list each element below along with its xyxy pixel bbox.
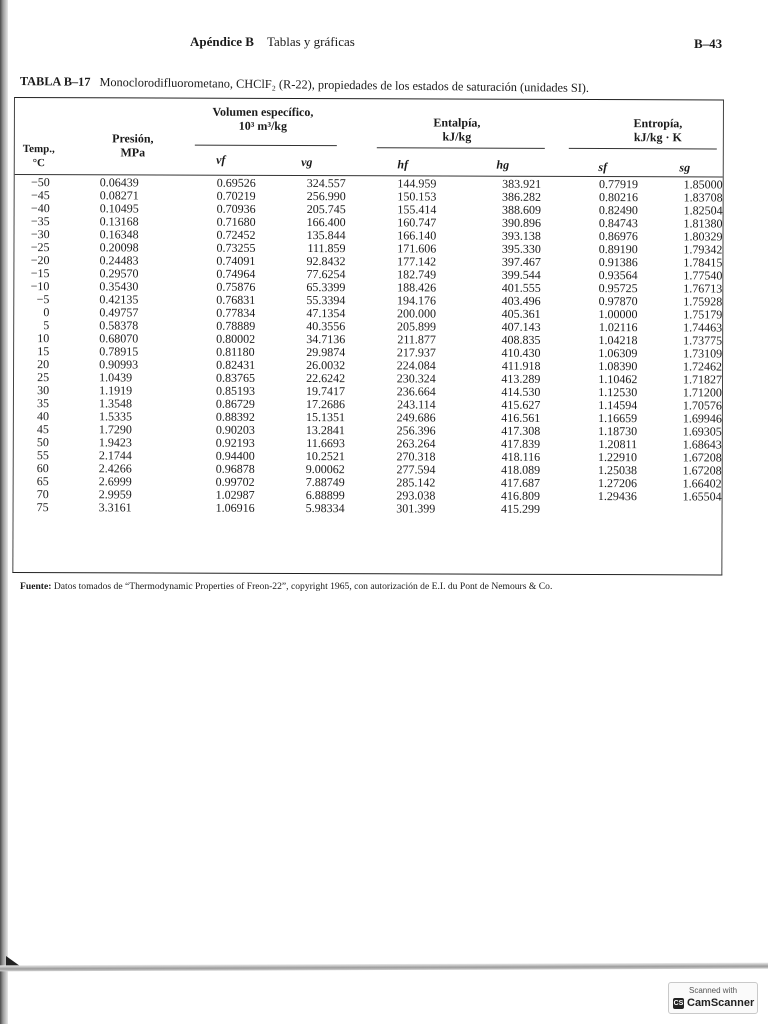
section-label: Tablas y gráficas (266, 34, 355, 49)
cell-vg: 111.859 (307, 241, 346, 256)
header-temp-line1: Temp., (22, 143, 55, 156)
cell-pressure: 1.3548 (99, 396, 133, 411)
cell-sf: 0.82490 (598, 203, 638, 218)
header-enthalpy-line2: kJ/kg (442, 129, 472, 144)
cell-hg: 418.116 (501, 449, 541, 464)
header-pressure-line2: MPa (120, 145, 146, 160)
cell-vf: 0.96878 (215, 461, 255, 476)
header-entropy-line2: kJ/kg · K (633, 130, 682, 145)
cell-hf: 230.324 (396, 371, 436, 386)
cell-hf: 144.959 (397, 176, 437, 191)
cell-temp: 10 (37, 331, 50, 346)
cell-sf: 1.20811 (598, 437, 638, 452)
cell-hf: 277.594 (396, 462, 436, 477)
cell-hg: 390.896 (501, 215, 541, 230)
cell-pressure: 0.24483 (99, 253, 139, 268)
cell-vg: 135.844 (306, 228, 346, 243)
cell-vf: 0.83765 (216, 370, 256, 385)
subheader-sf: sf (598, 160, 608, 175)
subheader-vg: vg (301, 155, 313, 170)
cell-sf: 1.02116 (598, 320, 638, 335)
header-enthalpy-rule (377, 147, 545, 149)
cell-vg: 5.98334 (305, 501, 345, 516)
cell-hf: 270.318 (396, 449, 436, 464)
cell-hg: 401.555 (501, 280, 541, 295)
scanner-top-text: Scanned with (688, 986, 738, 995)
cell-vf: 0.72452 (216, 227, 256, 242)
cell-temp: 55 (36, 448, 49, 463)
header-enthalpy-line1: Entalpía, (433, 115, 481, 130)
cell-temp: −40 (30, 201, 50, 216)
cell-temp: 50 (36, 435, 49, 450)
cell-pressure: 2.1744 (98, 448, 132, 463)
cell-vg: 26.0032 (306, 358, 346, 373)
cell-vf: 0.73255 (216, 240, 256, 255)
cell-sf: 1.14594 (598, 398, 638, 413)
cell-sf: 1.22910 (598, 450, 638, 465)
cell-sg: 1.78415 (683, 255, 723, 270)
header-volume (193, 105, 333, 133)
cell-pressure: 0.20098 (99, 240, 139, 255)
cell-sf: 1.04218 (598, 333, 638, 348)
cell-sg: 1.77540 (683, 268, 723, 283)
cell-temp: −5 (36, 292, 50, 307)
cell-pressure: 1.7290 (98, 422, 132, 437)
cell-sf: 1.12530 (598, 385, 638, 400)
cell-hf: 155.414 (397, 202, 437, 217)
appendix-label: Apéndice B (190, 34, 254, 49)
cell-sf: 1.10462 (598, 372, 638, 387)
cell-pressure: 3.3161 (98, 500, 132, 515)
cell-hf: 293.038 (396, 488, 436, 503)
cell-vg: 256.990 (306, 189, 346, 204)
header-temp-line2: °C (32, 157, 45, 170)
cell-hg: 399.544 (501, 267, 541, 282)
cell-pressure: 0.13168 (99, 214, 139, 229)
cell-hg: 410.430 (501, 345, 541, 360)
cell-vg: 29.9874 (306, 345, 346, 360)
cell-pressure: 2.9959 (98, 487, 132, 502)
cell-sf: 0.77919 (598, 177, 639, 192)
cell-temp: −15 (30, 266, 50, 281)
table-caption (20, 74, 732, 98)
cell-pressure: 0.06439 (99, 175, 139, 190)
cell-sg: 1.70576 (682, 398, 722, 413)
cell-sg: 1.73775 (683, 333, 723, 348)
cell-hf: 166.140 (397, 228, 437, 243)
cell-temp: −10 (30, 279, 50, 294)
cell-temp: 25 (37, 370, 50, 385)
cell-hf: 177.142 (397, 254, 437, 269)
table-body (14, 176, 723, 516)
cell-hf: 182.749 (397, 267, 437, 282)
cell-hf: 249.686 (396, 410, 436, 425)
cell-hg: 383.921 (502, 176, 542, 191)
header-enthalpy (397, 115, 517, 143)
cell-hf: 150.153 (397, 189, 437, 204)
cell-temp: −35 (30, 214, 50, 229)
cell-vf: 0.81180 (216, 344, 255, 359)
cell-pressure: 0.08271 (99, 188, 139, 203)
cell-sg: 1.67208 (682, 463, 722, 478)
cell-vf: 0.86729 (215, 396, 255, 411)
cell-vg: 166.400 (306, 215, 346, 230)
cell-hg: 407.143 (501, 319, 541, 334)
cell-hg: 403.496 (501, 293, 541, 308)
cell-temp: −50 (31, 175, 50, 190)
cell-vg: 65.3399 (306, 280, 346, 295)
cell-sg: 1.68643 (682, 437, 722, 452)
source-text: Datos tomados de “Thermodynamic Properties of Freon-22”, copyright 1965, con autorización de E.I. du Pont de Nemours & Co. (53, 581, 553, 592)
cell-pressure: 1.5335 (98, 409, 133, 424)
cell-sf: 1.27206 (597, 476, 637, 491)
source-note (20, 581, 720, 592)
cell-pressure: 0.42135 (99, 292, 139, 307)
cell-vg: 40.3556 (306, 319, 346, 334)
cell-sf: 0.97870 (598, 294, 638, 309)
cell-pressure: 1.9423 (98, 435, 132, 450)
cell-temp: −45 (30, 188, 50, 203)
header-volume-rule (195, 145, 337, 146)
cell-vg: 10.2521 (305, 449, 345, 464)
cell-sf: 1.16659 (598, 411, 638, 426)
cell-sg: 1.71827 (682, 372, 723, 387)
cell-temp: 15 (37, 344, 50, 359)
cell-hg: 395.330 (501, 241, 541, 256)
cell-pressure: 0.49757 (99, 305, 139, 320)
cell-sg: 1.80329 (683, 229, 723, 244)
cell-sf: 0.93564 (598, 268, 638, 283)
cell-vg: 34.7136 (306, 332, 346, 347)
cell-vg: 11.6693 (306, 436, 345, 451)
cell-hf: 301.399 (396, 501, 436, 516)
cell-hg: 388.609 (501, 202, 542, 217)
cell-hg: 411.918 (501, 358, 541, 373)
cell-sf: 0.86976 (598, 229, 638, 244)
cell-vf: 1.02987 (215, 487, 255, 502)
cell-hf: 236.664 (396, 384, 436, 399)
cell-pressure: 0.10495 (99, 201, 139, 216)
table-caption-label: TABLA B–17 (19, 74, 91, 89)
cell-vf: 0.75876 (216, 279, 256, 294)
cell-hf: 200.000 (396, 306, 437, 321)
cell-vf: 0.77834 (216, 305, 256, 320)
cell-vg: 77.6254 (306, 267, 346, 282)
header-volume-line2: 10³ m³/kg (238, 118, 288, 133)
cell-pressure: 0.29570 (99, 266, 139, 281)
cell-hg: 393.138 (501, 228, 541, 243)
cell-vf: 0.74091 (216, 253, 256, 268)
cell-temp: 40 (36, 409, 50, 424)
cell-pressure: 1.0439 (99, 370, 133, 385)
cell-hf: 285.142 (396, 475, 436, 490)
cell-temp: −20 (30, 253, 50, 268)
cell-sg: 1.65504 (682, 489, 722, 504)
cell-vf: 0.74964 (216, 266, 256, 281)
cell-vg: 19.7417 (306, 384, 346, 399)
header-temp (19, 142, 59, 170)
cell-temp: 35 (37, 396, 50, 411)
cell-vg: 6.88899 (305, 488, 345, 503)
cell-temp: 20 (37, 357, 50, 372)
scanner-brand: CamScanner (687, 997, 755, 1009)
cell-sf: 1.06309 (598, 346, 638, 361)
scanner-watermark (668, 982, 758, 1014)
cell-hg: 413.289 (501, 371, 541, 386)
cell-sg: 1.71200 (682, 385, 722, 400)
header-pressure-line1: Presión, (112, 131, 154, 146)
cell-hg: 417.839 (501, 436, 541, 451)
cell-hf: 194.176 (397, 293, 437, 308)
cell-vf: 0.76831 (216, 292, 256, 307)
cell-hf: 256.396 (396, 423, 436, 438)
cell-vg: 47.1354 (306, 306, 346, 321)
cell-vg: 205.745 (306, 202, 346, 217)
cell-temp: 5 (43, 318, 50, 333)
cell-temp: 75 (36, 500, 49, 515)
subheader-hf: hf (397, 157, 409, 172)
cell-vf: 0.92193 (215, 435, 255, 450)
cell-pressure: 2.6999 (98, 474, 132, 489)
cell-sg: 1.85000 (683, 177, 723, 192)
cell-vf: 0.70219 (216, 188, 256, 203)
cell-sg: 1.66402 (682, 476, 722, 491)
cell-hf: 188.426 (397, 280, 437, 295)
cell-vf: 0.70936 (216, 201, 256, 216)
page-bottom-shadow (0, 963, 768, 972)
cell-sg: 1.82504 (683, 203, 723, 218)
cell-sf: 1.08390 (598, 359, 638, 374)
header-pressure (97, 131, 169, 159)
cell-vf: 0.69526 (216, 175, 256, 190)
cell-sf: 1.29436 (597, 489, 637, 504)
cell-hf: 263.264 (396, 436, 436, 451)
source-label: Fuente: (20, 581, 52, 592)
cell-hf: 224.084 (396, 358, 436, 373)
cell-hg: 414.530 (501, 384, 541, 399)
cell-sf: 0.80216 (598, 190, 638, 205)
cell-vf: 0.99702 (215, 474, 255, 489)
cell-hg: 417.687 (501, 475, 541, 490)
cell-sf: 1.25038 (597, 463, 638, 478)
cell-temp: 60 (36, 461, 49, 476)
cell-pressure: 0.16348 (99, 227, 139, 242)
cell-hf: 211.877 (397, 332, 436, 347)
subheader-hg: hg (496, 157, 510, 172)
cell-sg: 1.79342 (683, 242, 723, 257)
cell-hg: 417.308 (501, 423, 541, 438)
cell-sf: 0.84743 (598, 216, 638, 231)
cell-vg: 17.2686 (305, 397, 346, 412)
cell-sf: 0.91386 (598, 255, 638, 270)
cell-hg: 418.089 (501, 462, 541, 477)
cell-vf: 0.88392 (215, 409, 255, 424)
cell-sg: 1.75179 (683, 307, 723, 322)
cell-sg: 1.75928 (683, 294, 723, 309)
cell-vg: 13.2841 (305, 423, 345, 438)
cell-sf: 0.95725 (598, 281, 638, 296)
cell-hg: 397.467 (501, 254, 541, 269)
subheader-vf: vf (216, 152, 226, 167)
cell-hg: 405.361 (501, 306, 541, 321)
cell-sg: 1.69946 (682, 411, 722, 426)
page-number: B–43 (694, 36, 723, 51)
cell-vf: 0.82431 (216, 357, 256, 372)
cell-sg: 1.76713 (683, 281, 723, 296)
cell-vg: 7.88749 (305, 475, 345, 490)
cell-hf: 217.937 (396, 345, 436, 360)
cell-hf: 171.606 (397, 241, 437, 256)
cell-pressure: 1.1919 (99, 383, 133, 398)
cell-sg: 1.69305 (682, 424, 722, 439)
cell-vg: 324.557 (306, 176, 346, 191)
cell-vf: 0.85193 (215, 383, 256, 398)
header-entropy-rule (569, 148, 717, 150)
cell-vg: 22.6242 (306, 371, 346, 386)
cell-sf: 1.18730 (598, 424, 638, 439)
cell-temp: −30 (30, 227, 50, 242)
cell-temp: 0 (43, 305, 50, 320)
cell-sf: 0.89190 (598, 242, 638, 257)
cell-vf: 0.80002 (216, 331, 256, 346)
header-volume-line1: Volumen específico, (212, 104, 314, 120)
cell-sg: 1.73109 (683, 346, 723, 361)
cell-hf: 160.747 (397, 215, 437, 230)
cell-vg: 15.1351 (305, 410, 346, 425)
cell-vg: 9.00062 (305, 462, 345, 477)
cell-vf: 0.78889 (216, 318, 256, 333)
cell-vf: 1.06916 (215, 500, 255, 515)
cell-hg: 416.809 (500, 488, 541, 503)
cell-pressure: 0.58378 (99, 318, 139, 333)
cell-sg: 1.74463 (683, 320, 723, 335)
cell-sg: 1.72462 (683, 359, 723, 374)
cell-pressure: 0.90993 (99, 357, 139, 372)
page-edge-shadow (0, 0, 8, 1024)
cell-hg: 415.299 (500, 501, 540, 516)
cell-sg: 1.67208 (682, 450, 722, 465)
cell-temp: 45 (36, 422, 49, 437)
table-row (14, 501, 722, 516)
cell-hg: 415.627 (501, 397, 541, 412)
table-caption-text: Monoclorodifluorometano, CHClF₂ (R-22), propiedades de los estados de saturación (unidades SI). (99, 74, 590, 95)
cell-hf: 205.899 (396, 319, 436, 334)
cell-temp: 30 (37, 383, 50, 398)
cell-pressure: 2.4266 (98, 461, 132, 476)
header-entropy (603, 116, 713, 144)
header-entropy-line1: Entropía, (633, 116, 683, 131)
saturation-table (12, 97, 724, 575)
cell-pressure: 0.78915 (99, 344, 139, 359)
cell-temp: −25 (30, 240, 50, 255)
cell-vg: 55.3394 (306, 293, 346, 308)
cell-hg: 386.282 (502, 189, 542, 204)
running-head (190, 34, 355, 50)
cell-sg: 1.81380 (683, 216, 723, 231)
cell-temp: 70 (36, 487, 49, 502)
cell-hf: 243.114 (397, 397, 436, 412)
subheader-sg: sg (679, 160, 691, 175)
cell-sg: 1.83708 (683, 190, 723, 205)
cell-vf: 0.90203 (215, 422, 255, 437)
cell-pressure: 0.35430 (99, 279, 139, 294)
cell-sf: 1.00000 (598, 307, 638, 322)
cell-pressure: 0.68070 (99, 331, 139, 346)
cell-hg: 408.835 (501, 332, 541, 347)
cell-vf: 0.71680 (216, 214, 256, 229)
cell-hg: 416.561 (501, 410, 541, 425)
scanner-logo-icon: CS (673, 1000, 684, 1007)
cell-vf: 0.94400 (215, 448, 255, 463)
cell-temp: 65 (36, 474, 49, 489)
cell-vg: 92.8432 (306, 254, 346, 269)
